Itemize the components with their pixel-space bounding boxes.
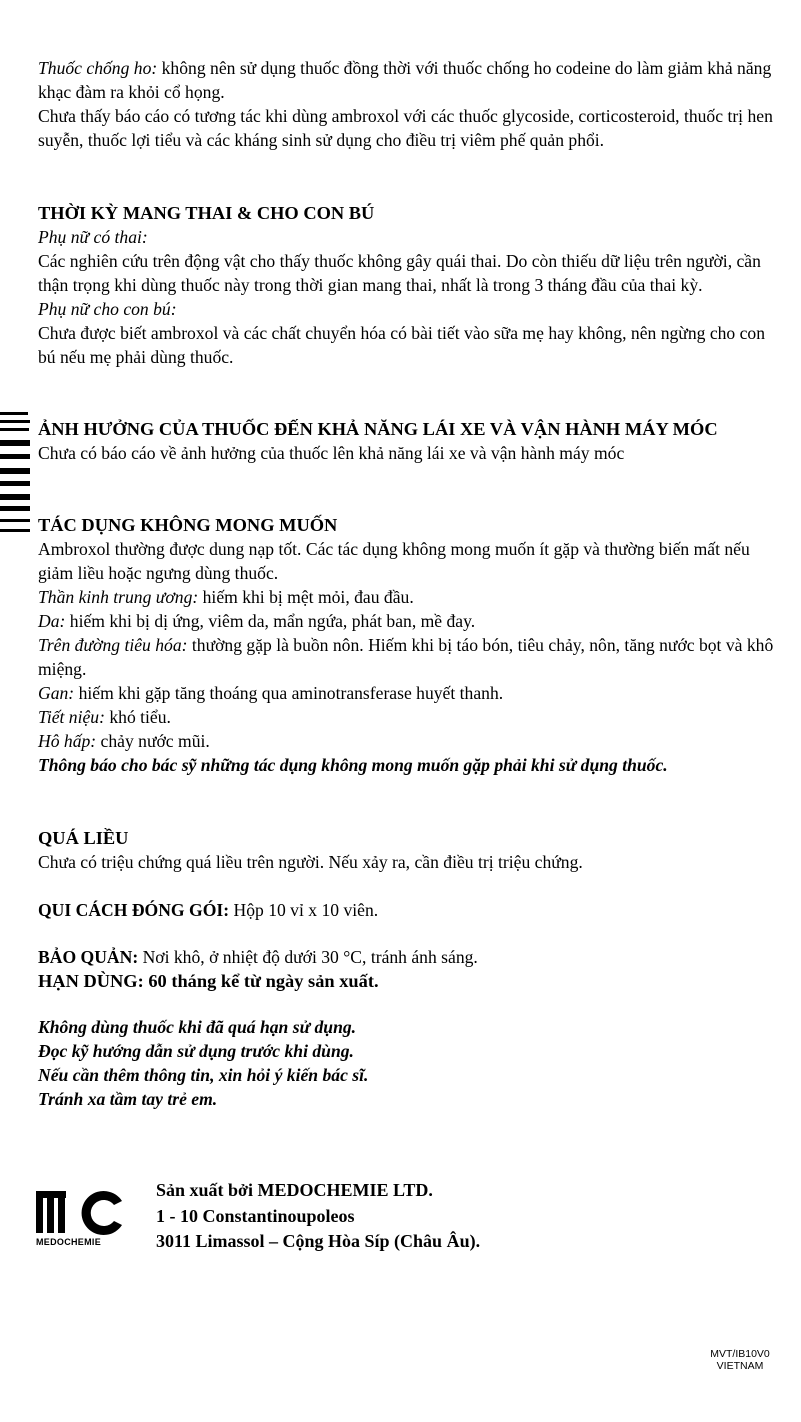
packaging-section: [38, 898, 783, 922]
side-effect-item: [38, 705, 783, 729]
nursing-text: Chưa được biết ambroxol và các chất chuyển hóa có bài tiết vào sữa mẹ hay không, nên ngừng cho con bú nếu mẹ phải dùng thuốc.: [38, 323, 766, 367]
side-effect-text: chảy nước mũi.: [96, 731, 210, 751]
side-effect-text: hiếm khi bị mệt mỏi, đau đầu.: [198, 587, 414, 607]
driving-heading: ẢNH HƯỞNG CỦA THUỐC ĐẾN KHẢ NĂNG LÁI XE VÀ VẬN HÀNH MÁY MÓC: [38, 419, 718, 439]
side-effects-heading: TÁC DỤNG KHÔNG MONG MUỐN: [38, 515, 338, 535]
warning-line: Đọc kỹ hướng dẫn sử dụng trước khi dùng.: [38, 1041, 354, 1061]
margin-marker-bars: [0, 410, 30, 536]
packaging-line: [38, 898, 783, 922]
manufacturer-address-line: 3011 Limassol – Cộng Hòa Síp (Châu Âu).: [156, 1231, 481, 1251]
warning-line: Nếu cần thêm thông tin, xin hỏi ý kiến bác sĩ.: [38, 1065, 369, 1085]
side-effect-label: Gan:: [38, 683, 75, 703]
side-effect-text: khó tiểu.: [104, 707, 171, 727]
side-effect-text: thường gặp là buồn nôn. Hiếm khi bị táo bón, tiêu chảy, nôn, tăng nước bọt và khô miệng.: [38, 635, 774, 679]
storage-line: [38, 945, 783, 969]
side-effect-label: Thần kinh trung ương:: [38, 587, 199, 607]
manufacturer-address-line: 1 - 10 Constantinoupoleos: [156, 1205, 355, 1226]
side-effect-text: hiếm khi gặp tăng thoáng qua aminotransferase huyết thanh.: [74, 683, 504, 703]
driving-text: Chưa có báo cáo về ảnh hưởng của thuốc lên khả năng lái xe và vận hành máy móc: [38, 443, 625, 463]
packaging-label: QUI CÁCH ĐÓNG GÓI:: [38, 900, 230, 920]
side-effect-item: [38, 681, 783, 705]
side-effect-label: Trên đường tiêu hóa:: [38, 635, 188, 655]
side-effect-text: hiếm khi bị dị ứng, viêm da, mẩn ngứa, phát ban, mề đay.: [65, 611, 476, 631]
manufacturer-block: [156, 1178, 480, 1255]
overdose-heading: QUÁ LIỀU: [38, 828, 129, 848]
no-reports-paragraph: Chưa thấy báo cáo có tương tác khi dùng ambroxol với các thuốc glycoside, corticosteroid, thuốc trị hen suyễn, thuốc lợi tiểu và các kháng sinh sử dụng cho điều trị viêm phế quản phổi.: [38, 106, 773, 150]
logo-wordmark: MEDOCHEMIE: [36, 1237, 102, 1247]
side-effect-label: Da:: [38, 611, 66, 631]
storage-label: BẢO QUẢN:: [38, 947, 139, 967]
pregnancy-section: [38, 201, 783, 369]
side-effect-item: [38, 585, 783, 609]
pregnant-text: Các nghiên cứu trên động vật cho thấy thuốc không gây quái thai. Do còn thiếu dữ liệu trên người, cần thận trọng khi dùng thuốc này trong thời gian mang thai, nhất là trong 3 tháng đầu của thai kỳ.: [38, 251, 761, 295]
nursing-label: Phụ nữ cho con bú:: [38, 299, 177, 319]
manufacturer-line: Sản xuất bởi MEDOCHEMIE LTD.: [156, 1180, 433, 1200]
overdose-section: [38, 826, 783, 874]
code-country: VIETNAM: [716, 1360, 764, 1372]
driving-section: [38, 417, 783, 465]
side-effects-section: [38, 513, 783, 777]
side-effect-item: [38, 609, 783, 633]
cough-paragraph: [38, 56, 783, 104]
document-code: [700, 1348, 780, 1372]
interactions-section: [38, 56, 783, 152]
side-effect-item: [38, 633, 783, 681]
pregnant-label: Phụ nữ có thai:: [38, 227, 148, 247]
cough-label: Thuốc chống ho:: [38, 58, 158, 78]
packaging-text: Hộp 10 vỉ x 10 viên.: [229, 900, 379, 920]
storage-text: Nơi khô, ở nhiệt độ dưới 30 °C, tránh ánh sáng.: [138, 947, 478, 967]
warning-line: Tránh xa tầm tay trẻ em.: [38, 1089, 218, 1109]
code-line: MVT/IB10V0: [710, 1348, 770, 1360]
warnings-section: [38, 1015, 783, 1111]
side-effect-label: Tiết niệu:: [38, 707, 105, 727]
pregnancy-heading: THỜI KỲ MANG THAI & CHO CON BÚ: [38, 203, 375, 223]
storage-section: [38, 945, 783, 993]
side-effect-item: [38, 729, 783, 753]
warning-line: Không dùng thuốc khi đã quá hạn sử dụng.: [38, 1017, 357, 1037]
side-effect-label: Hô hấp:: [38, 731, 97, 751]
cough-text: không nên sử dụng thuốc đồng thời với thuốc chống ho codeine do làm giảm khả năng khạc đàm ra khỏi cổ họng.: [38, 58, 772, 102]
overdose-text: Chưa có triệu chứng quá liều trên người. Nếu xảy ra, cần điều trị triệu chứng.: [38, 852, 583, 872]
expiry-line: HẠN DÙNG: 60 tháng kể từ ngày sản xuất.: [38, 971, 379, 991]
side-effects-notice: Thông báo cho bác sỹ những tác dụng không mong muốn gặp phải khi sử dụng thuốc.: [38, 755, 668, 775]
side-effects-intro: Ambroxol thường được dung nạp tốt. Các tác dụng không mong muốn ít gặp và thường biến mất nếu giảm liều hoặc ngưng dùng thuốc.: [38, 539, 750, 583]
